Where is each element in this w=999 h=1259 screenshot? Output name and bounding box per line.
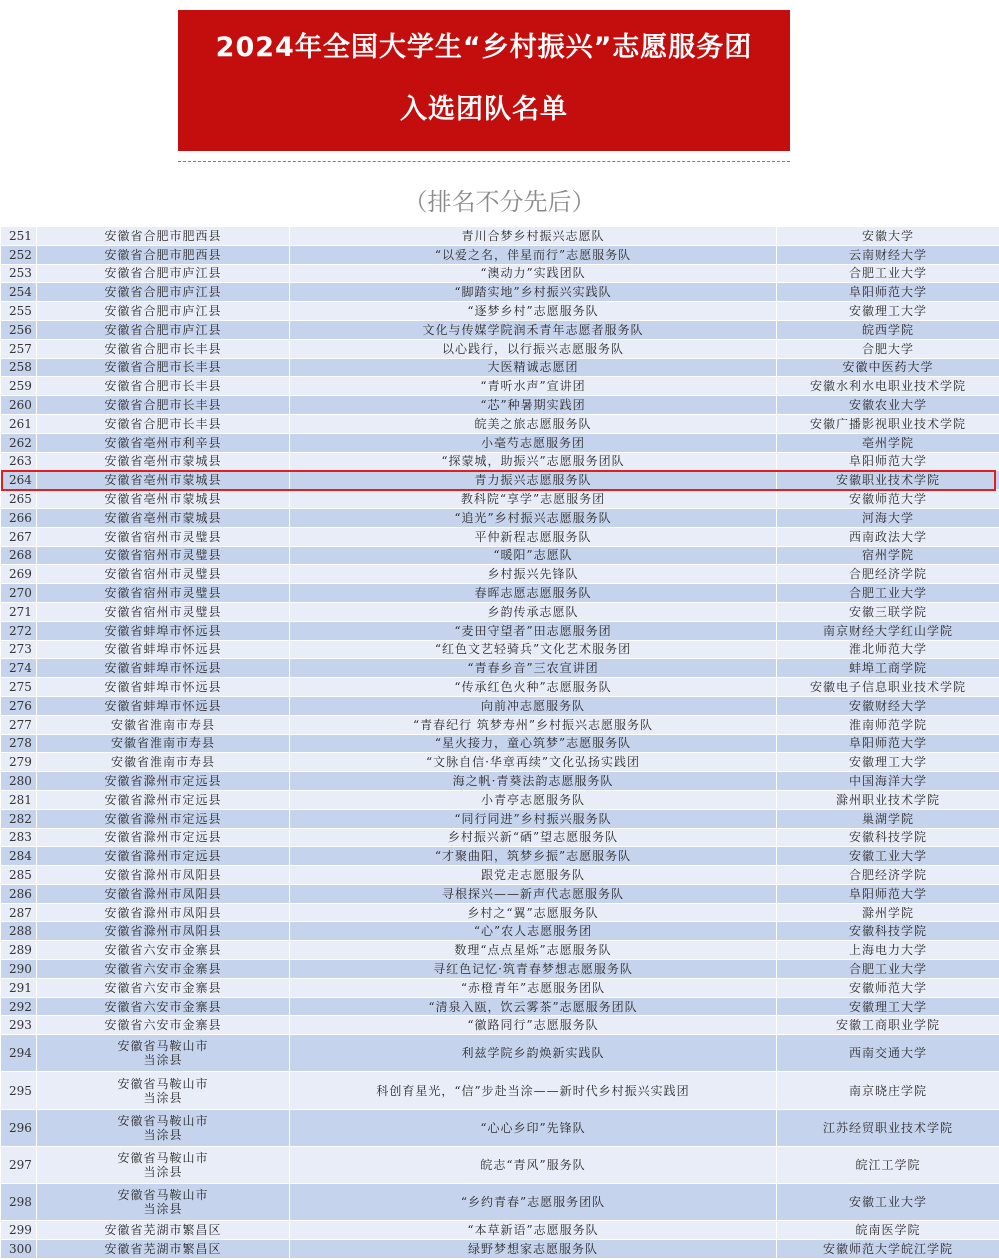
team-name: “逐梦乡村”志愿服务队: [290, 302, 777, 321]
school-name: 安徽师范大学: [777, 978, 999, 997]
service-region: 安徽省宿州市灵璧县: [37, 546, 290, 565]
school-name: 安徽理工大学: [777, 997, 999, 1016]
school-name: 滁州职业技术学院: [777, 790, 999, 809]
school-name: 南京晓庄学院: [777, 1072, 999, 1109]
school-name: 安徽理工大学: [777, 302, 999, 321]
team-name: “红色文艺轻骑兵”文化艺术服务团: [290, 640, 777, 659]
table-row: [1, 659, 999, 678]
row-number: 275: [1, 678, 37, 697]
team-name: “心心乡印”先锋队: [290, 1109, 777, 1146]
service-region: 安徽省宿州市灵璧县: [37, 584, 290, 603]
row-number: 263: [1, 452, 37, 471]
service-region: 安徽省合肥市长丰县: [37, 339, 290, 358]
service-region: 安徽省滁州市定远县: [37, 847, 290, 866]
table-row: [1, 696, 999, 715]
table-row: [1, 527, 999, 546]
table-row: [1, 452, 999, 471]
service-region: 安徽省亳州市利辛县: [37, 433, 290, 452]
subtitle: （排名不分先后）: [0, 185, 999, 219]
team-name: “青听水声”宣讲团: [290, 377, 777, 396]
service-region-line1: 安徽省马鞍山市: [37, 1188, 289, 1202]
school-name: 安徽中医药大学: [777, 358, 999, 377]
row-number: 280: [1, 772, 37, 791]
service-region: 安徽省亳州市蒙城县: [37, 490, 290, 509]
school-name: 淮北师范大学: [777, 640, 999, 659]
row-number: 288: [1, 922, 37, 941]
service-region: 安徽省亳州市蒙城县: [37, 471, 290, 490]
team-name: 皖美之旅志愿服务队: [290, 414, 777, 433]
team-name: 青川合梦乡村振兴志愿队: [290, 227, 777, 246]
table-row: [1, 753, 999, 772]
team-name: “本草新语”志愿服务队: [290, 1221, 777, 1240]
team-name: “徽路同行”志愿服务队: [290, 1016, 777, 1035]
service-region: 安徽省六安市金寨县: [37, 1016, 290, 1035]
team-name: 向前冲志愿服务队: [290, 696, 777, 715]
team-name: 寻根探兴——新声代志愿服务队: [290, 884, 777, 903]
row-number: 278: [1, 734, 37, 753]
service-region: 安徽省蚌埠市怀远县: [37, 659, 290, 678]
school-name: 阜阳师范大学: [777, 283, 999, 302]
team-name: 皖志“青风”服务队: [290, 1146, 777, 1183]
service-region: 安徽省合肥市长丰县: [37, 414, 290, 433]
service-region: [37, 1072, 290, 1109]
team-name: 绿野梦想家志愿服务队: [290, 1240, 777, 1259]
service-region: 安徽省淮南市寿县: [37, 715, 290, 734]
row-number: 289: [1, 941, 37, 960]
table-row: [1, 339, 999, 358]
service-region: 安徽省滁州市定远县: [37, 772, 290, 791]
school-name: 云南财经大学: [777, 245, 999, 264]
service-region: 安徽省滁州市凤阳县: [37, 866, 290, 885]
row-number: 298: [1, 1184, 37, 1221]
team-name: 乡村振兴先锋队: [290, 565, 777, 584]
row-number: 262: [1, 433, 37, 452]
table-row: [1, 772, 999, 791]
row-number: 272: [1, 621, 37, 640]
row-number: 257: [1, 339, 37, 358]
team-name: “赤橙青年”志愿服务团队: [290, 978, 777, 997]
table-row: [1, 1016, 999, 1035]
service-region: 安徽省芜湖市繁昌区: [37, 1221, 290, 1240]
team-name: 小青亭志愿服务队: [290, 790, 777, 809]
service-region-line1: 安徽省马鞍山市: [37, 1114, 289, 1128]
table-row: [1, 433, 999, 452]
row-number: 268: [1, 546, 37, 565]
team-name: “麦田守望者”田志愿服务团: [290, 621, 777, 640]
team-name: “文脉自信·华章再续”文化弘扬实践团: [290, 753, 777, 772]
team-name: 数理“点点星烁”志愿服务队: [290, 941, 777, 960]
service-region: 安徽省滁州市凤阳县: [37, 922, 290, 941]
school-name: 淮南师范学院: [777, 715, 999, 734]
table-row: [1, 903, 999, 922]
row-number: 281: [1, 790, 37, 809]
row-number: 270: [1, 584, 37, 603]
table-row: [1, 828, 999, 847]
row-number: 300: [1, 1240, 37, 1259]
row-number: 299: [1, 1221, 37, 1240]
team-name: “青春乡音”三农宣讲团: [290, 659, 777, 678]
team-name: 乡韵传承志愿队: [290, 602, 777, 621]
school-name: 南京财经大学红山学院: [777, 621, 999, 640]
service-region: 安徽省蚌埠市怀远县: [37, 640, 290, 659]
service-region: [37, 1146, 290, 1183]
row-number: 296: [1, 1109, 37, 1146]
table-row: [1, 997, 999, 1016]
table-row: [1, 227, 999, 246]
service-region: 安徽省六安市金寨县: [37, 941, 290, 960]
row-number: 286: [1, 884, 37, 903]
table-row: [1, 264, 999, 283]
service-region: 安徽省亳州市蒙城县: [37, 452, 290, 471]
row-number: 259: [1, 377, 37, 396]
row-number: 283: [1, 828, 37, 847]
service-region: [37, 1109, 290, 1146]
school-name: 安徽工业大学: [777, 847, 999, 866]
school-name: 宿州学院: [777, 546, 999, 565]
service-region: 安徽省蚌埠市怀远县: [37, 621, 290, 640]
school-name: 河海大学: [777, 508, 999, 527]
row-number: 293: [1, 1016, 37, 1035]
school-name: 合肥工业大学: [777, 584, 999, 603]
title-line-1: 2024年全国大学生“乡村振兴”志愿服务团: [178, 28, 790, 68]
table-row: [1, 978, 999, 997]
team-name: “芯”种暑期实践团: [290, 396, 777, 415]
row-number: 285: [1, 866, 37, 885]
school-name: 合肥工业大学: [777, 264, 999, 283]
school-name: 阜阳师范大学: [777, 452, 999, 471]
school-name: 蚌埠工商学院: [777, 659, 999, 678]
school-name: 西南政法大学: [777, 527, 999, 546]
service-region-line1: 安徽省马鞍山市: [37, 1077, 289, 1091]
service-region: 安徽省合肥市长丰县: [37, 377, 290, 396]
table-row: [1, 884, 999, 903]
school-name: 合肥工业大学: [777, 960, 999, 979]
table-row: [1, 508, 999, 527]
service-region: 安徽省淮南市寿县: [37, 753, 290, 772]
school-name: 安徽农业大学: [777, 396, 999, 415]
service-region-line2: 当涂县: [37, 1202, 289, 1216]
school-name: 合肥经济学院: [777, 866, 999, 885]
team-name: 寻红色记忆·筑青春梦想志愿服务队: [290, 960, 777, 979]
row-number: 287: [1, 903, 37, 922]
team-name: 乡村之“翼”志愿服务队: [290, 903, 777, 922]
service-region: 安徽省宿州市灵璧县: [37, 565, 290, 584]
team-name: 以心践行，以行振兴志愿服务队: [290, 339, 777, 358]
team-name: “暖阳”志愿队: [290, 546, 777, 565]
title-banner: [178, 10, 790, 151]
table-row: [1, 377, 999, 396]
row-number: 273: [1, 640, 37, 659]
service-region: 安徽省六安市金寨县: [37, 960, 290, 979]
table-row: [1, 546, 999, 565]
table-row: [1, 471, 999, 490]
team-name: “心”农人志愿服务团: [290, 922, 777, 941]
service-region: 安徽省滁州市凤阳县: [37, 903, 290, 922]
table-row: [1, 640, 999, 659]
service-region: 安徽省合肥市长丰县: [37, 358, 290, 377]
team-name: “才聚曲阳，筑梦乡振”志愿服务队: [290, 847, 777, 866]
dashed-divider: [178, 161, 790, 162]
school-name: 安徽理工大学: [777, 753, 999, 772]
school-name: 上海电力大学: [777, 941, 999, 960]
service-region: 安徽省宿州市灵璧县: [37, 602, 290, 621]
service-region: 安徽省滁州市凤阳县: [37, 884, 290, 903]
school-name: 皖江工学院: [777, 1146, 999, 1183]
row-number: 282: [1, 809, 37, 828]
school-name: 阜阳师范大学: [777, 734, 999, 753]
school-name: 阜阳师范大学: [777, 884, 999, 903]
row-number: 297: [1, 1146, 37, 1183]
service-region: 安徽省合肥市肥西县: [37, 245, 290, 264]
table-row: [1, 1072, 999, 1109]
row-number: 256: [1, 320, 37, 339]
table-row: [1, 358, 999, 377]
team-name: 乡村振兴新“硒”望志愿服务队: [290, 828, 777, 847]
row-number: 252: [1, 245, 37, 264]
service-region: 安徽省六安市金寨县: [37, 997, 290, 1016]
table-row: [1, 866, 999, 885]
service-region: 安徽省蚌埠市怀远县: [37, 678, 290, 697]
school-name: 皖西学院: [777, 320, 999, 339]
team-list-table: [0, 226, 999, 1259]
school-name: 巢湖学院: [777, 809, 999, 828]
table-row: [1, 490, 999, 509]
team-name: 教科院“享学”志愿服务团: [290, 490, 777, 509]
team-name: 大医精诚志愿团: [290, 358, 777, 377]
school-name: 安徽师范大学皖江学院: [777, 1240, 999, 1259]
school-name: 安徽工商职业学院: [777, 1016, 999, 1035]
row-number: 295: [1, 1072, 37, 1109]
table-row: [1, 847, 999, 866]
school-name: 安徽工业大学: [777, 1184, 999, 1221]
team-name: “青春纪行 筑梦寿州”乡村振兴志愿服务队: [290, 715, 777, 734]
team-name: “澳动力”实践团队: [290, 264, 777, 283]
row-number: 267: [1, 527, 37, 546]
row-number: 290: [1, 960, 37, 979]
row-number: 294: [1, 1035, 37, 1072]
table-row: [1, 1035, 999, 1072]
service-region-line1: 安徽省马鞍山市: [37, 1039, 289, 1053]
service-region: 安徽省合肥市庐江县: [37, 302, 290, 321]
service-region: [37, 1184, 290, 1221]
team-name: “脚踏实地”乡村振兴实践队: [290, 283, 777, 302]
team-name: 海之帆·青葵法韵志愿服务队: [290, 772, 777, 791]
service-region: 安徽省滁州市定远县: [37, 809, 290, 828]
table-row: [1, 565, 999, 584]
title-line-2: 入选团队名单: [178, 90, 790, 130]
service-region: 安徽省滁州市定远县: [37, 790, 290, 809]
table-row: [1, 922, 999, 941]
school-name: 安徽广播影视职业技术学院: [777, 414, 999, 433]
school-name: 合肥经济学院: [777, 565, 999, 584]
table-row: [1, 1221, 999, 1240]
table-row: [1, 584, 999, 603]
service-region: 安徽省蚌埠市怀远县: [37, 696, 290, 715]
school-name: 安徽电子信息职业技术学院: [777, 678, 999, 697]
school-name: 安徽大学: [777, 227, 999, 246]
service-region: 安徽省合肥市庐江县: [37, 283, 290, 302]
table-row: [1, 941, 999, 960]
row-number: 292: [1, 997, 37, 1016]
team-name: “同行同进”乡村振兴服务队: [290, 809, 777, 828]
team-name: 科创育星光，“信”步赴当涂——新时代乡村振兴实践团: [290, 1072, 777, 1109]
team-name: “传承红色火种”志愿服务队: [290, 678, 777, 697]
table-row: [1, 621, 999, 640]
service-region: 安徽省合肥市庐江县: [37, 320, 290, 339]
row-number: 277: [1, 715, 37, 734]
table-row: [1, 602, 999, 621]
school-name: 安徽师范大学: [777, 490, 999, 509]
school-name: 亳州学院: [777, 433, 999, 452]
row-number: 255: [1, 302, 37, 321]
service-region: 安徽省芜湖市繁昌区: [37, 1240, 290, 1259]
table-row: [1, 734, 999, 753]
school-name: 安徽三联学院: [777, 602, 999, 621]
row-number: 266: [1, 508, 37, 527]
row-number: 276: [1, 696, 37, 715]
table-row: [1, 414, 999, 433]
row-number: 258: [1, 358, 37, 377]
service-region: 安徽省合肥市长丰县: [37, 396, 290, 415]
team-name: “清泉入瓯，饮云雾茶”志愿服务团队: [290, 997, 777, 1016]
school-name: 安徽职业技术学院: [777, 471, 999, 490]
service-region: 安徽省滁州市定远县: [37, 828, 290, 847]
team-name: “探蒙城，助振兴”志愿服务团队: [290, 452, 777, 471]
service-region: 安徽省亳州市蒙城县: [37, 508, 290, 527]
table-row: [1, 1109, 999, 1146]
team-list-body: [1, 227, 999, 1259]
table-row: [1, 715, 999, 734]
team-name: “星火接力，童心筑梦”志愿服务队: [290, 734, 777, 753]
team-name: 平仲新程志愿服务队: [290, 527, 777, 546]
school-name: 合肥大学: [777, 339, 999, 358]
row-number: 274: [1, 659, 37, 678]
team-name: 青力振兴志愿服务队: [290, 471, 777, 490]
team-name: “以爱之名，伴星而行”志愿服务队: [290, 245, 777, 264]
service-region: 安徽省合肥市肥西县: [37, 227, 290, 246]
team-name: 小毫芍志愿服务团: [290, 433, 777, 452]
row-number: 260: [1, 396, 37, 415]
row-number: 291: [1, 978, 37, 997]
table-row: [1, 1184, 999, 1221]
table-row: [1, 283, 999, 302]
service-region-line2: 当涂县: [37, 1165, 289, 1179]
team-name: 文化与传媒学院润禾青年志愿者服务队: [290, 320, 777, 339]
service-region: 安徽省淮南市寿县: [37, 734, 290, 753]
table-row: [1, 790, 999, 809]
table-row: [1, 320, 999, 339]
school-name: 江苏经贸职业技术学院: [777, 1109, 999, 1146]
table-row: [1, 960, 999, 979]
table-row: [1, 678, 999, 697]
school-name: 安徽科技学院: [777, 922, 999, 941]
table-row: [1, 396, 999, 415]
row-number: 254: [1, 283, 37, 302]
table-row: [1, 1146, 999, 1183]
row-number: 251: [1, 227, 37, 246]
school-name: 安徽水利水电职业技术学院: [777, 377, 999, 396]
row-number: 265: [1, 490, 37, 509]
row-number: 269: [1, 565, 37, 584]
table-row: [1, 302, 999, 321]
service-region: 安徽省六安市金寨县: [37, 978, 290, 997]
service-region-line2: 当涂县: [37, 1128, 289, 1142]
school-name: 安徽科技学院: [777, 828, 999, 847]
school-name: 滁州学院: [777, 903, 999, 922]
row-number: 264: [1, 471, 37, 490]
team-name: 跟党走志愿服务队: [290, 866, 777, 885]
service-region-line2: 当涂县: [37, 1091, 289, 1105]
row-number: 253: [1, 264, 37, 283]
school-name: 中国海洋大学: [777, 772, 999, 791]
table-row: [1, 809, 999, 828]
service-region-line1: 安徽省马鞍山市: [37, 1151, 289, 1165]
service-region: [37, 1035, 290, 1072]
row-number: 284: [1, 847, 37, 866]
team-name: 春晖志愿志愿服务队: [290, 584, 777, 603]
team-name: “乡约青春”志愿服务团队: [290, 1184, 777, 1221]
table-row: [1, 245, 999, 264]
school-name: 皖南医学院: [777, 1221, 999, 1240]
service-region: 安徽省宿州市灵璧县: [37, 527, 290, 546]
team-name: 利兹学院乡韵焕新实践队: [290, 1035, 777, 1072]
table-row: [1, 1240, 999, 1259]
school-name: 西南交通大学: [777, 1035, 999, 1072]
service-region: 安徽省合肥市庐江县: [37, 264, 290, 283]
team-name: “追光”乡村振兴志愿服务队: [290, 508, 777, 527]
service-region-line2: 当涂县: [37, 1053, 289, 1067]
row-number: 271: [1, 602, 37, 621]
row-number: 279: [1, 753, 37, 772]
row-number: 261: [1, 414, 37, 433]
school-name: 安徽财经大学: [777, 696, 999, 715]
